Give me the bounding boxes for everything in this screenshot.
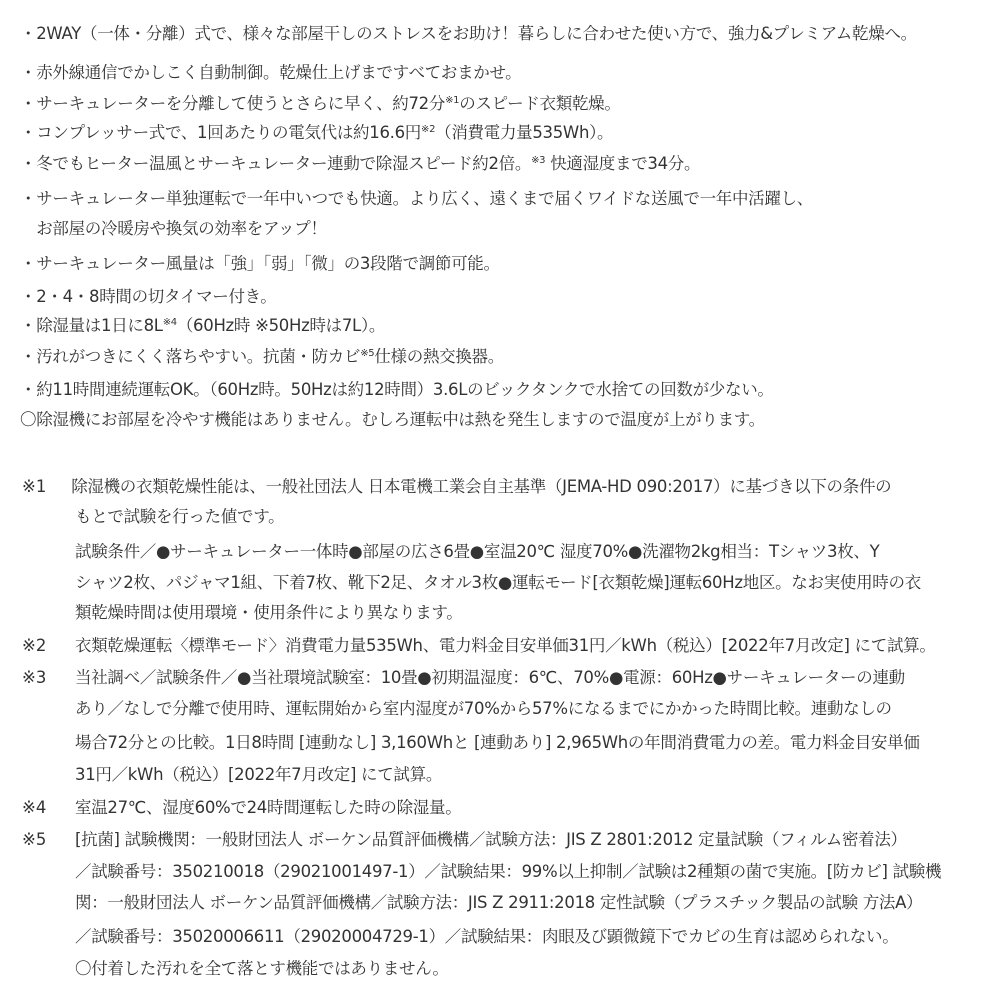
footnote-line: もとで試験を行った値です。 xyxy=(75,507,285,526)
feature-line: お部屋の冷暖房や換気の効率をアップ！ xyxy=(20,219,327,238)
footnote-line: 〇付着した汚れを全て落とす機能ではありません。 xyxy=(75,959,449,978)
feature-line: ・2WAY（一体・分離）式で、様々な部屋干しのストレスをお助け！暮らしに合わせた使い方で、強力&プレミアム乾燥へ。 xyxy=(20,24,917,43)
footnote-ref: ※1 xyxy=(445,95,460,106)
footnote-line: 関：一般財団法人 ボーケン品質評価機構／試験方法：JIS Z 2911:2018 定性試験（プラスチック製品の試験 方法A） xyxy=(75,893,923,912)
footnote-mark: ※3 xyxy=(22,668,47,687)
feature-text: ・除湿量は1日に8L xyxy=(20,316,163,335)
footnote-mark: ※4 xyxy=(22,798,47,817)
footnote-line: 試験条件／●サーキュレーター一体時●部屋の広さ6畳●室温20℃ 湿度70%●洗濯物2kg相当：Tシャツ3枚、Y xyxy=(75,542,880,561)
feature-line xyxy=(20,314,385,338)
feature-line xyxy=(20,345,504,369)
feature-line xyxy=(20,92,621,116)
feature-line: ・サーキュレーター風量は「強」「弱」「微」の3段階で調節可能。 xyxy=(20,254,500,273)
feature-text: （消費電力量535Wh）。 xyxy=(435,123,614,142)
feature-line xyxy=(20,152,700,176)
footnote-line: 衣類乾燥運転〈標準モード〉消費電力量535Wh、電力料金目安単価31円／kWh（税込）[2022年7月改定] にて試算。 xyxy=(75,636,936,655)
feature-line: ・サーキュレーター単独運転で一年中いつでも快適。より広く、遠くまで届くワイドな送風で一年中活躍し、 xyxy=(20,189,813,208)
footnote-mark: ※5 xyxy=(22,830,47,849)
feature-text: 仕様の熱交換器。 xyxy=(374,347,504,366)
footnote-line: 31円／kWh（税込）[2022年7月改定] にて試算。 xyxy=(75,765,443,784)
footnote-line: [抗菌] 試験機関：一般財団法人 ボーケン品質評価機構／試験方法：JIS Z 2801:2012 定量試験（フィルム密着法） xyxy=(75,830,907,849)
footnote-line: ／試験番号：35020006611（29020004729-1）／試験結果：肉眼及び顕微鏡下でカビの生育は認められない。 xyxy=(75,927,899,946)
footnote-line: 類乾燥時間は使用環境・使用条件により異なります。 xyxy=(75,603,463,622)
footnote-ref: ※5 xyxy=(360,348,375,359)
feature-line: ・2・4・8時間の切タイマー付き。 xyxy=(20,287,277,306)
feature-text: ・冬でもヒーター温風とサーキュレーター連動で除湿スピード約2倍。 xyxy=(20,154,532,173)
feature-text: 快適湿度まで34分。 xyxy=(545,154,701,173)
feature-text: ・汚れがつきにくく落ちやすい。抗菌・防カビ xyxy=(20,347,361,366)
footnote-ref: ※3 xyxy=(531,155,546,166)
footnote-line: ／試験番号：350210018（29021001497-1）／試験結果：99%以上抑制／試験は2種類の菌で実施。[防カビ] 試験機 xyxy=(75,862,942,881)
caution-line: 〇除湿機にお部屋を冷やす機能はありません。むしろ運転中は熱を発生しますので温度が上がります。 xyxy=(20,410,765,429)
footnote-ref: ※4 xyxy=(162,317,177,328)
feature-text: ・サーキュレーターを分離して使うとさらに早く、約72分 xyxy=(20,94,446,113)
footnote-line: シャツ2枚、パジャマ1組、下着7枚、靴下2足、タオル3枚●運転モード[衣類乾燥]運転60Hz地区。なお実使用時の衣 xyxy=(75,573,921,592)
footnote-ref: ※2 xyxy=(420,124,436,135)
footnote-line: 当社調べ／試験条件／●当社環境試験室：10畳●初期温湿度：6℃、70%●電源：60Hz●サーキュレーターの連動 xyxy=(75,668,905,687)
feature-text: （60Hz時 ※50Hz時は7L）。 xyxy=(176,316,386,335)
footnote-line: 除湿機の衣類乾燥性能は、一般社団法人 日本電機工業会自主基準（JEMA-HD 090:2017）に基づき以下の条件の xyxy=(55,477,892,496)
footnote-line: 室温27℃、湿度60%で24時間運転した時の除湿量。 xyxy=(75,798,462,817)
feature-text: ・コンプレッサー式で、1回あたりの電気代は約16.6円 xyxy=(20,123,421,142)
feature-line xyxy=(20,121,613,145)
feature-line: ・約11時間連続運転OK。（60Hz時。50Hzは約12時間）3.6Lのビックタンクで水捨ての回数が少ない。 xyxy=(20,380,774,399)
footnote-line: あり／なしで分離で使用時、運転開始から室内湿度が70%から57%になるまでにかかった時間比較。連動なしの xyxy=(75,699,892,718)
feature-text: のスピード衣類乾燥。 xyxy=(459,94,621,113)
footnote-line: 場合72分との比較。1日8時間 [連動なし] 3,160Whと [連動あり] 2,965Whの年間消費電力の差。電力料金目安単価 xyxy=(75,733,920,752)
feature-line: ・赤外線通信でかしこく自動制御。乾燥仕上げまですべておまかせ。 xyxy=(20,63,522,82)
footnote-mark: ※1 xyxy=(22,477,47,496)
footnote-mark: ※2 xyxy=(22,636,47,655)
